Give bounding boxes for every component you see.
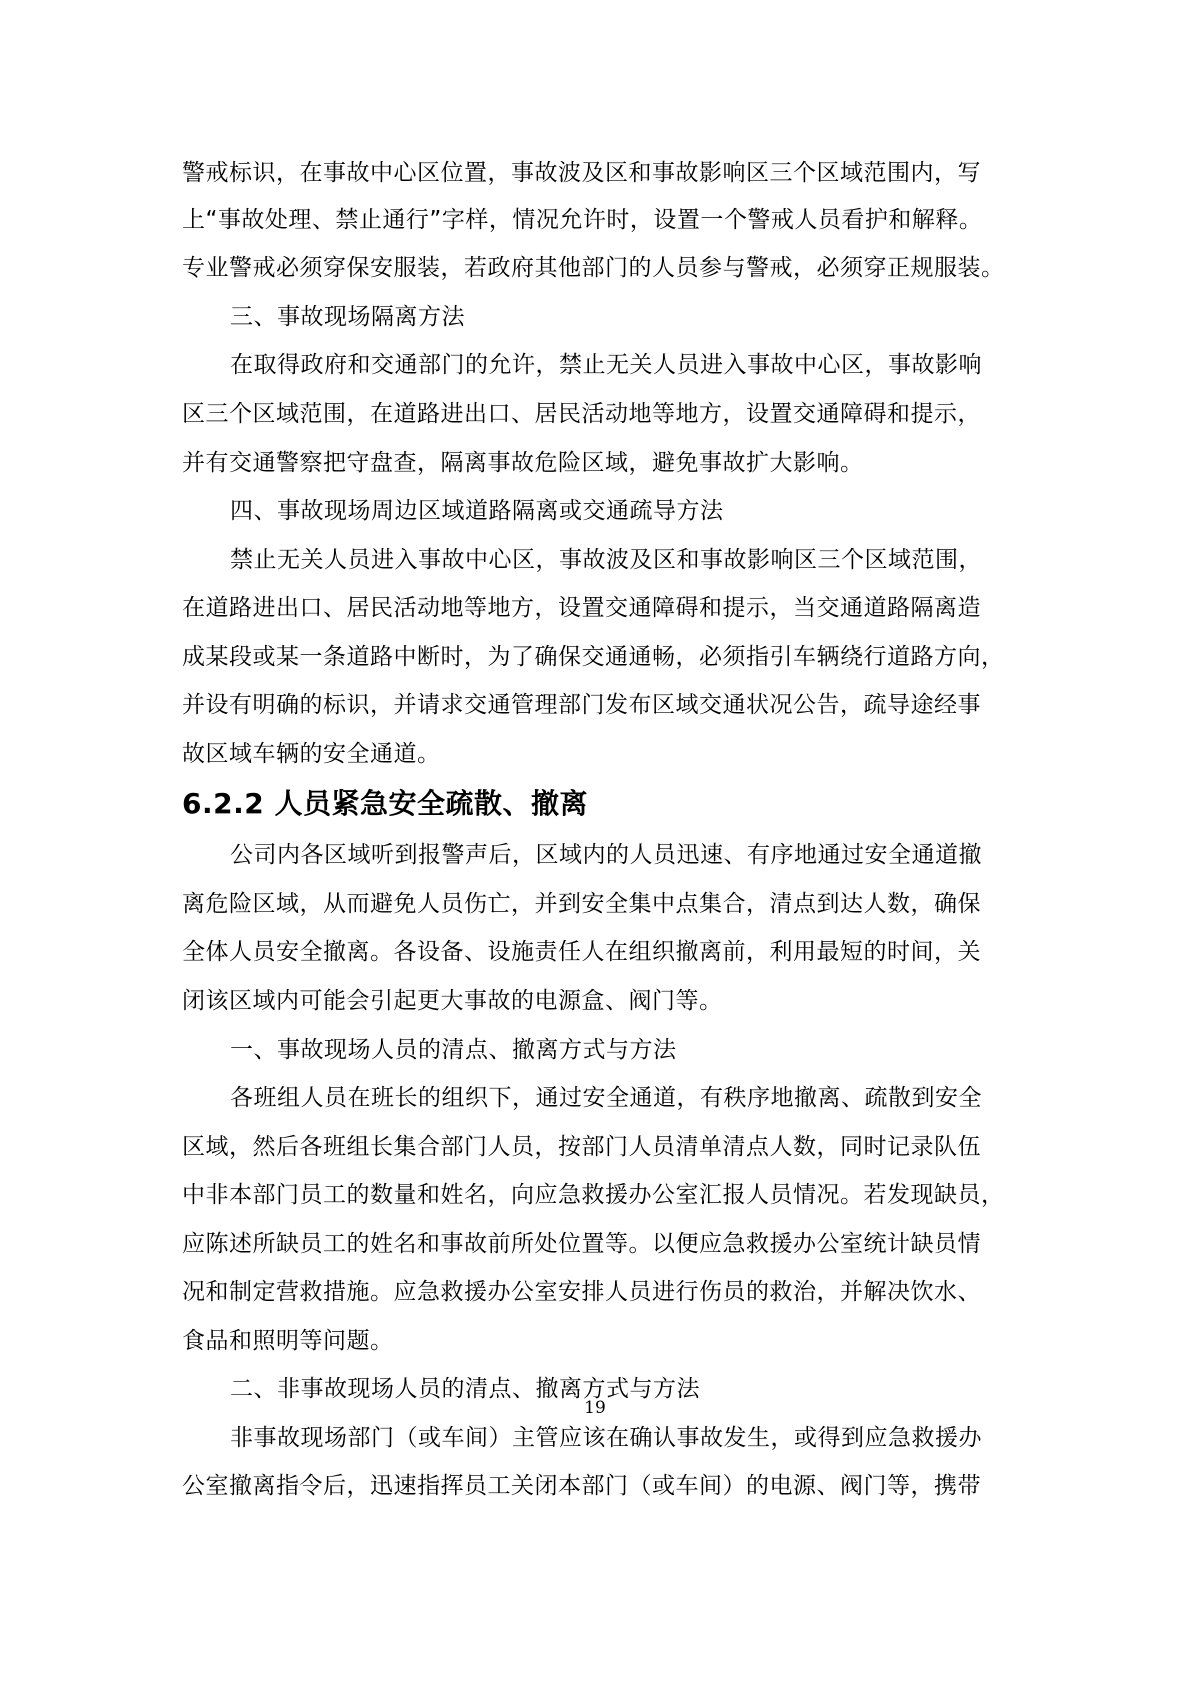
paragraph-line: 并有交通警察把守盘查，隔离事故危险区域，避免事故扩大影响。 <box>182 450 864 476</box>
paragraph-line: 故区域车辆的安全通道。 <box>182 741 441 767</box>
paragraph-line: 警戒标识，在事故中心区位置，事故波及区和事故影响区三个区域范围内，写 <box>182 160 981 186</box>
paragraph-line: 成某段或某一条道路中断时，为了确保交通通畅，必须指引车辆绕行道路方向， <box>182 644 1005 670</box>
paragraph-line: 在取得政府和交通部门的允许，禁止无关人员进入事故中心区，事故影响 <box>230 352 982 378</box>
section-subheading: 三、事故现场隔离方法 <box>230 304 465 330</box>
section-heading: 6.2.2 人员紧急安全疏散、撤离 <box>182 787 588 820</box>
paragraph-line: 区三个区域范围，在道路进出口、居民活动地等地方，设置交通障碍和提示， <box>182 401 981 427</box>
paragraph-line: 区域，然后各班组长集合部门人员，按部门人员清单清点人数，同时记录队伍 <box>182 1134 981 1160</box>
paragraph-line: 禁止无关人员进入事故中心区，事故波及区和事故影响区三个区域范围， <box>230 547 982 573</box>
paragraph-line: 公室撤离指令后，迅速指挥员工关闭本部门（或车间）的电源、阀门等，携带 <box>182 1473 981 1499</box>
paragraph-line: 闭该区域内可能会引起更大事故的电源盒、阀门等。 <box>182 988 723 1014</box>
section-subheading: 四、事故现场周边区域道路隔离或交通疏导方法 <box>230 498 724 524</box>
paragraph-line: 并设有明确的标识，并请求交通管理部门发布区域交通状况公告，疏导途经事 <box>182 692 981 718</box>
paragraph-line: 况和制定营救措施。应急救援办公室安排人员进行伤员的救治，并解决饮水、 <box>182 1279 981 1305</box>
paragraph-line: 应陈述所缺员工的姓名和事故前所处位置等。以便应急救援办公室统计缺员情 <box>182 1231 981 1257</box>
paragraph-line: 在道路进出口、居民活动地等地方，设置交通障碍和提示，当交通道路隔离造 <box>182 595 981 621</box>
paragraph-line: 离危险区域，从而避免人员伤亡，并到安全集中点集合，清点到达人数，确保 <box>182 891 981 917</box>
paragraph-line: 全体人员安全撤离。各设备、设施责任人在组织撤离前，利用最短的时间，关 <box>182 939 981 965</box>
page-number: 19 <box>584 1398 606 1418</box>
section-subheading: 一、事故现场人员的清点、撤离方式与方法 <box>230 1037 677 1063</box>
paragraph-line: 中非本部门员工的数量和姓名，向应急救援办公室汇报人员情况。若发现缺员， <box>182 1182 1005 1208</box>
paragraph-line: 专业警戒必须穿保安服装，若政府其他部门的人员参与警戒，必须穿正规服装。 <box>182 255 1005 281</box>
paragraph-line: 公司内各区域听到报警声后，区域内的人员迅速、有序地通过安全通道撤 <box>230 842 982 868</box>
paragraph-line: 非事故现场部门（或车间）主管应该在确认事故发生，或得到应急救援办 <box>230 1425 982 1451</box>
paragraph-line: 上“事故处理、禁止通行”字样，情况允许时，设置一个警戒人员看护和解释。 <box>182 207 983 233</box>
paragraph-line: 食品和照明等问题。 <box>182 1328 394 1354</box>
paragraph-line: 各班组人员在班长的组织下，通过安全通道，有秩序地撤离、疏散到安全 <box>230 1085 982 1111</box>
section-subheading: 二、非事故现场人员的清点、撤离方式与方法 <box>230 1376 700 1402</box>
